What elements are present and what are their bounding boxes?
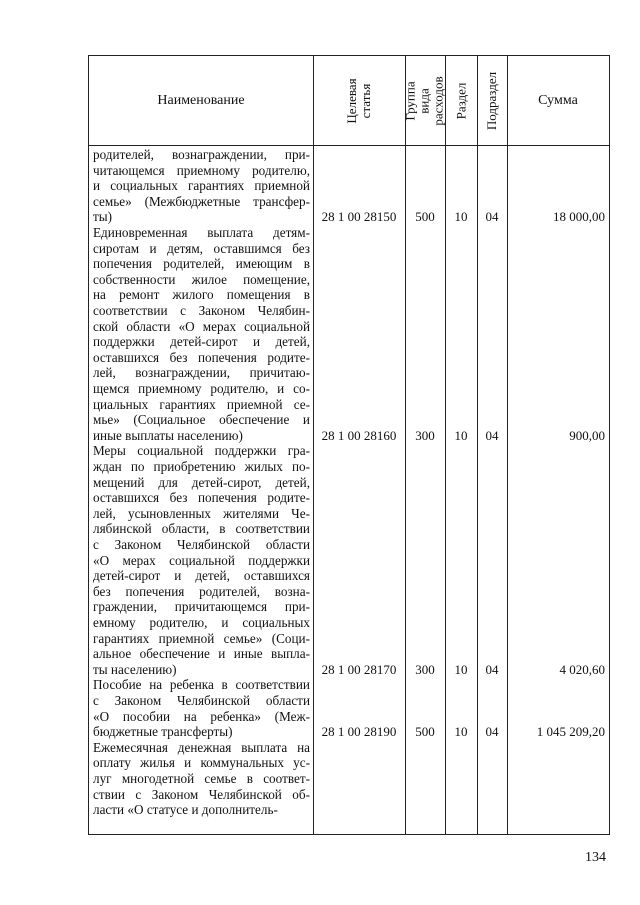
table-row: [89, 740, 609, 818]
description-line: ской области «О мерах социальной: [93, 318, 310, 334]
description-line: без попечения родителей, возна-: [93, 583, 310, 599]
description-line: щемся приемному родителю, и со-: [93, 380, 310, 396]
row-target-article: 28 1 00 28150: [321, 209, 397, 225]
description-line: родителей, вознаграждении, при-: [93, 147, 310, 162]
description-line: лей, усыновленных жителями Че-: [93, 505, 310, 521]
description-line: «О пособии на ребенка» (Меж-: [93, 708, 310, 724]
description-line: альное обеспечение и иные выпла-: [93, 646, 310, 662]
row-section: 10: [454, 661, 468, 677]
header-section: [445, 56, 477, 146]
description-line: циальных гарантиях приемной се-: [93, 396, 310, 412]
description-line: и социальных гарантиях приемной: [93, 178, 310, 194]
header-name: Наименование: [157, 93, 245, 108]
description-line: бюджетные трансферты): [93, 724, 233, 740]
description-line: гарантиях приемной семье» (Соци-: [93, 630, 310, 646]
description-line: ствии с Законом Челябинской об-: [93, 786, 310, 802]
table-row: [89, 147, 609, 225]
row-description: [93, 225, 310, 443]
row-section: 10: [454, 427, 468, 443]
header-target-article-label: Целевая статья: [344, 78, 373, 124]
table-row: [89, 225, 609, 443]
description-line: лей, вознаграждении, причитаю-: [93, 365, 310, 381]
description-line: Единовременная выплата детям-: [93, 225, 310, 240]
row-description: [93, 443, 310, 677]
header-target-article: [313, 56, 405, 146]
row-expense-group: 300: [415, 427, 435, 443]
description-line: иные выплаты населению): [93, 427, 243, 443]
row-target-article: 28 1 00 28160: [321, 427, 397, 443]
description-line: сиротам и детям, оставшимся без: [93, 240, 310, 256]
row-section: 10: [454, 724, 468, 740]
row-amount: 1 045 209,20: [536, 724, 605, 740]
description-line: «О мерах социальной поддержки: [93, 552, 310, 568]
description-line: ждан по приобретению жилых по-: [93, 458, 310, 474]
row-subsection: 04: [485, 724, 499, 740]
header-amount: Сумма: [538, 93, 578, 108]
description-line: мещений для детей-сирот, детей,: [93, 474, 310, 490]
description-line: на ремонт жилого помещения в: [93, 287, 310, 303]
row-subsection: 04: [485, 661, 499, 677]
description-line: поддержки детей-сирот и детей,: [93, 334, 310, 350]
description-line: оставшихся без попечения родите-: [93, 349, 310, 365]
page-number: 134: [585, 850, 606, 865]
row-amount: 18 000,00: [553, 209, 605, 225]
row-subsection: 04: [485, 209, 499, 225]
description-line: Пособие на ребенка в соответствии: [93, 677, 310, 693]
description-line: ты): [93, 209, 113, 225]
row-description: [93, 147, 310, 225]
row-target-article: 28 1 00 28190: [321, 724, 397, 740]
description-line: лябинской области, в соответствии: [93, 521, 310, 537]
row-amount: 4 020,60: [559, 661, 605, 677]
description-line: с Законом Челябинской области: [93, 536, 310, 552]
description-line: Ежемесячная денежная выплата на: [93, 739, 310, 755]
row-section: 10: [454, 209, 468, 225]
description-line: ласти «О статусе и дополнитель-: [93, 802, 278, 818]
row-description: [93, 677, 310, 739]
header-expense-group: [405, 56, 445, 146]
description-line: детей-сирот и детей, оставшихся: [93, 568, 310, 584]
description-line: граждении, причитающемся при-: [93, 599, 310, 615]
header-subsection-label: Подраздел: [484, 71, 500, 131]
row-expense-group: 500: [415, 209, 435, 225]
header-section-label: Раздел: [453, 82, 468, 120]
description-line: Меры социальной поддержки гра-: [93, 443, 310, 459]
description-line: соответствии с Законом Челябин-: [93, 302, 310, 318]
row-target-article: 28 1 00 28170: [321, 661, 397, 677]
row-amount: 900,00: [569, 427, 605, 443]
description-line: оплату жилья и коммунальных ус-: [93, 755, 310, 771]
description-line: собственности жилое помещение,: [93, 271, 310, 287]
table-row: [89, 677, 609, 739]
description-line: мье» (Социальное обеспечение и: [93, 412, 310, 428]
description-line: семье» (Межбюджетные трансфер-: [93, 193, 310, 209]
row-expense-group: 500: [415, 724, 435, 740]
description-line: попечения родителей, имеющим в: [93, 256, 310, 272]
description-line: ты населению): [93, 661, 177, 677]
description-line: луг многодетной семье в соответ-: [93, 770, 310, 786]
header-expense-group-label: Группа вида расходов: [403, 76, 446, 126]
description-line: емному родителю, и социальных: [93, 614, 310, 630]
row-subsection: 04: [485, 427, 499, 443]
row-expense-group: 300: [415, 661, 435, 677]
header-subsection: [477, 56, 507, 146]
description-line: оставшихся без попечения родите-: [93, 490, 310, 506]
budget-table: [88, 55, 610, 835]
row-description: [93, 740, 310, 818]
description-line: читающемся приемному родителю,: [93, 162, 310, 178]
table-row: [89, 443, 609, 677]
description-line: с Законом Челябинской области: [93, 692, 310, 708]
